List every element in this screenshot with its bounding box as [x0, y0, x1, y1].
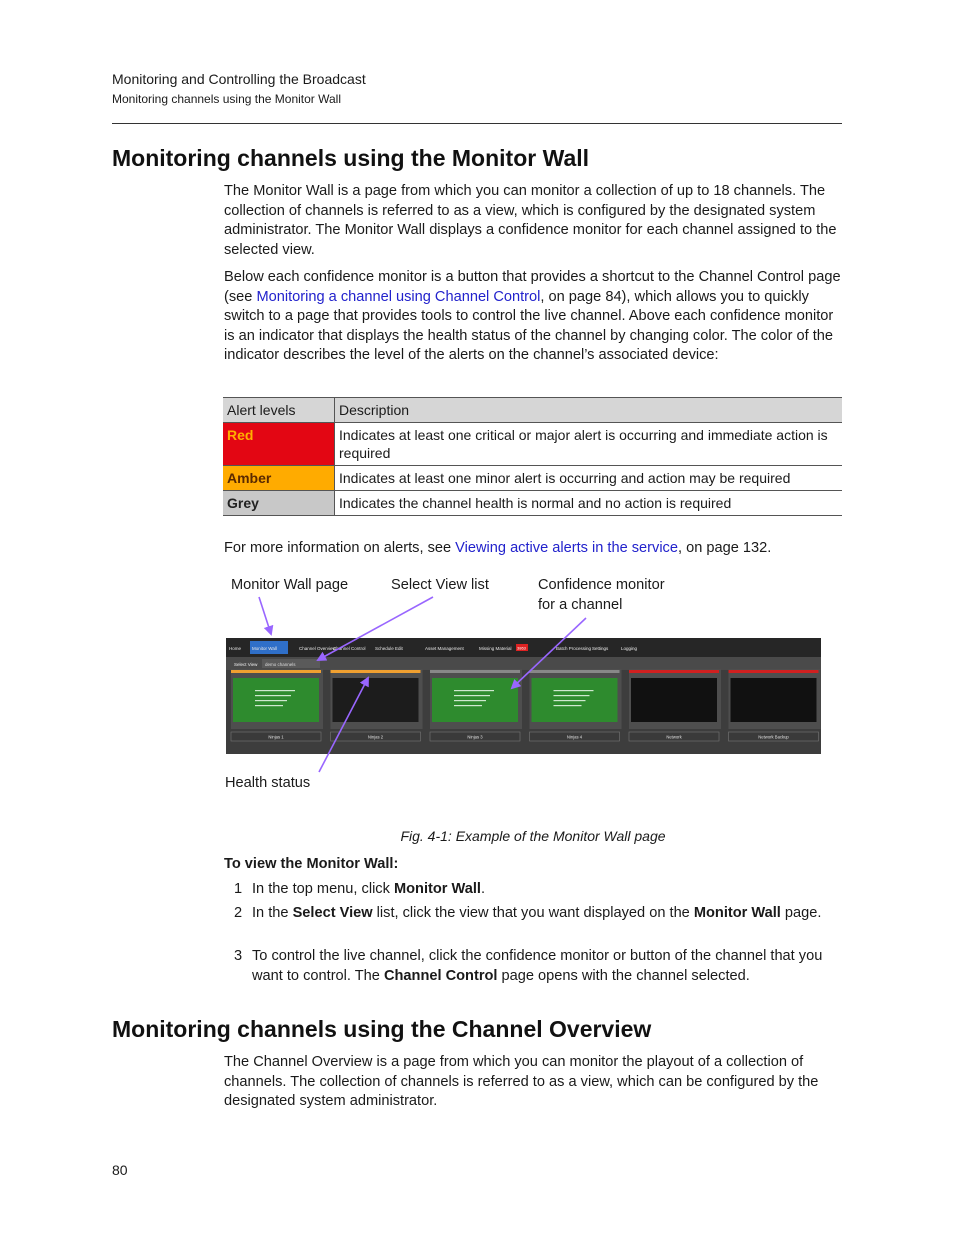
alert-description-cell: Indicates at least one minor alert is occurring and action may be required [335, 466, 843, 491]
step-text-a: In the top menu, click [252, 881, 394, 897]
more-info-text-a: For more information on alerts, see [224, 540, 456, 556]
section-title-channel-overview: Monitoring channels using the Channel Overview [112, 1016, 652, 1042]
active-alerts-link[interactable]: Viewing active alerts in the service [455, 540, 678, 556]
arrow-health-status [319, 678, 368, 772]
screenshot-menu-item: Channel Control [333, 646, 366, 651]
screenshot-menu-item: Settings [592, 646, 609, 651]
channel-button-label: Ninjas 4 [566, 734, 583, 740]
channel-button-label: Ninjas 1 [268, 734, 284, 740]
channel-button-label: Network [666, 734, 682, 740]
step-text-a: To control the live channel, click the confidence monitor or button of the channel that you want to control. The [252, 948, 823, 984]
procedure-step [234, 904, 842, 924]
arrow-select-view-list [318, 597, 433, 660]
channel-control-link[interactable]: Monitoring a channel using Channel Control [256, 288, 541, 305]
step-number: 2 [234, 905, 243, 921]
screenshot-menu-item: Missing Material [479, 646, 512, 651]
channel-button-label: Network Backup [758, 734, 789, 740]
screenshot-menu-item: Channel Overview [299, 646, 336, 651]
step-text [252, 947, 842, 986]
screenshot-select-view-label: Select View [234, 662, 258, 667]
step-ui-term: Channel Control [383, 967, 498, 984]
more-info-text-b: , on page 132. [677, 540, 772, 556]
procedure-step [234, 880, 842, 900]
callout-confidence-monitor-line1: Confidence monitor [538, 577, 665, 593]
table-header-description: Description [335, 398, 843, 423]
step-text-c: . [480, 881, 486, 897]
section-title-monitor-wall: Monitoring channels using the Monitor Wall [112, 145, 590, 171]
step-text-d: page. [780, 905, 822, 921]
procedure-step [234, 947, 842, 986]
alert-level-cell: Red [223, 423, 335, 466]
screenshot-menu-item: Monitor Wall [252, 646, 277, 651]
step-text-a: In the [252, 905, 293, 921]
callout-confidence-monitor-line2: for a channel [538, 597, 623, 613]
procedure-title: To view the Monitor Wall: [224, 856, 399, 872]
callout-monitor-wall-page: Monitor Wall page [231, 577, 349, 593]
screenshot-missing-badge-count: 3863 [517, 645, 526, 651]
callout-select-view-list: Select View list [391, 577, 489, 593]
screenshot-menu-item: Schedule Edit [375, 646, 403, 651]
table-header-alert-levels: Alert levels [223, 398, 335, 423]
alert-description-cell: Indicates the channel health is normal and no action is required [335, 491, 843, 516]
shortcut-text-b: , on page 84), which allows you to quickly switch to a page that provides tools to control the live channel. Above each confidence monitor is an indicator that displays the health status of the channel by changing color. The color of the indicator describes the level of the alerts on the channel’s associated device: [224, 288, 834, 364]
step-text [252, 880, 842, 900]
channel-button-label: Ninjas 3 [467, 734, 483, 740]
step-ui-term: Monitor Wall [393, 881, 481, 897]
alert-description-cell: Indicates at least one critical or major alert is occurring and immediate action is required [335, 423, 843, 466]
step-ui-term: Select View [292, 905, 373, 921]
running-header-chapter: Monitoring and Controlling the Broadcast [112, 71, 366, 87]
alert-level-cell: Grey [223, 491, 335, 516]
figure-caption: Fig. 4-1: Example of the Monitor Wall page [400, 828, 666, 844]
step-text-c: page opens with the channel selected. [497, 967, 750, 984]
screenshot-menu-item: Logging [621, 646, 638, 651]
page-number: 80 [112, 1162, 128, 1178]
channel-button-label: Ninjas 2 [367, 734, 384, 740]
intro-paragraph: The Monitor Wall is a page from which you can monitor a collection of up to 18 channels. The collection of channels is referred to as a view, which is configured by the designated system administrator. The Monitor Wall displays a confidence monitor for each channel assigned to the selected view. [224, 183, 837, 258]
step-text [252, 904, 842, 924]
running-header-section: Monitoring channels using the Monitor Wall [112, 92, 342, 106]
step-number: 3 [234, 948, 243, 964]
screenshot-menu-item: Home [229, 646, 242, 651]
step-number: 1 [234, 881, 243, 897]
alert-level-cell: Amber [223, 466, 335, 491]
step-text-c: list, click the view that you want displayed on the [372, 905, 694, 921]
arrow-confidence-monitor [512, 618, 586, 688]
step-ui-term-2: Monitor Wall [693, 905, 781, 921]
shortcut-text-a: Below each confidence monitor is a button that provides a shortcut to the Channel Control page (see [224, 269, 841, 305]
arrow-monitor-wall-page [259, 597, 271, 634]
screenshot-menu-item: Batch Processing [556, 646, 592, 651]
screenshot-select-view-value: demo channels [265, 662, 296, 667]
screenshot-menu-item: Asset Management [425, 646, 464, 651]
callout-health-status: Health status [225, 775, 311, 791]
channel-overview-paragraph: The Channel Overview is a page from which you can monitor the playout of a collection of channels. The collection of channels is referred to as a view, which can be configured by the designated system administrator. [224, 1054, 819, 1110]
